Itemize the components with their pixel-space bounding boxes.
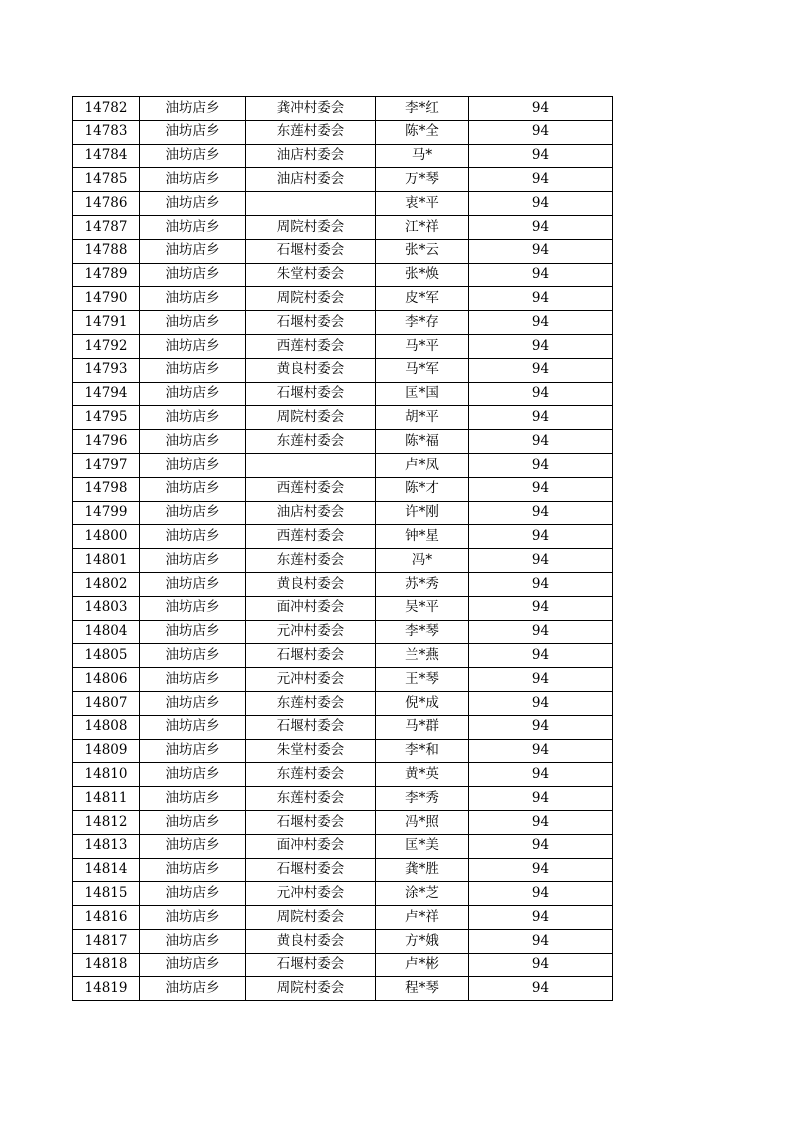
table-row (73, 549, 613, 573)
row-id-cell: 14811 (73, 787, 140, 811)
village-cell: 石堰村委会 (246, 311, 376, 335)
table-row (73, 239, 613, 263)
score-cell: 94 (469, 406, 613, 430)
table-row (73, 929, 613, 953)
village-cell: 朱堂村委会 (246, 739, 376, 763)
village-cell: 东莲村委会 (246, 430, 376, 454)
town-cell: 油坊店乡 (140, 596, 246, 620)
row-id-cell: 14794 (73, 382, 140, 406)
table-row (73, 406, 613, 430)
town-cell: 油坊店乡 (140, 834, 246, 858)
score-cell: 94 (469, 215, 613, 239)
town-cell: 油坊店乡 (140, 358, 246, 382)
score-cell: 94 (469, 358, 613, 382)
row-id-cell: 14788 (73, 239, 140, 263)
name-cell: 陈*福 (376, 430, 469, 454)
table-row (73, 287, 613, 311)
table-row (73, 596, 613, 620)
row-id-cell: 14815 (73, 882, 140, 906)
village-cell: 周院村委会 (246, 215, 376, 239)
village-cell: 西莲村委会 (246, 334, 376, 358)
name-cell: 钟*星 (376, 525, 469, 549)
score-cell: 94 (469, 644, 613, 668)
table-row (73, 953, 613, 977)
name-cell: 龚*胜 (376, 858, 469, 882)
town-cell: 油坊店乡 (140, 810, 246, 834)
name-cell: 胡*平 (376, 406, 469, 430)
village-cell: 周院村委会 (246, 287, 376, 311)
village-cell: 周院村委会 (246, 406, 376, 430)
town-cell: 油坊店乡 (140, 287, 246, 311)
village-cell: 龚冲村委会 (246, 97, 376, 121)
table-row (73, 525, 613, 549)
village-cell: 东莲村委会 (246, 120, 376, 144)
score-cell: 94 (469, 192, 613, 216)
score-cell: 94 (469, 787, 613, 811)
score-cell: 94 (469, 715, 613, 739)
name-cell: 倪*成 (376, 691, 469, 715)
table-row (73, 882, 613, 906)
town-cell: 油坊店乡 (140, 453, 246, 477)
village-cell: 东莲村委会 (246, 691, 376, 715)
village-cell: 黄良村委会 (246, 358, 376, 382)
row-id-cell: 14805 (73, 644, 140, 668)
score-cell: 94 (469, 596, 613, 620)
score-cell: 94 (469, 929, 613, 953)
village-cell: 石堰村委会 (246, 715, 376, 739)
row-id-cell: 14793 (73, 358, 140, 382)
score-cell: 94 (469, 977, 613, 1001)
village-cell (246, 192, 376, 216)
table-row (73, 430, 613, 454)
town-cell: 油坊店乡 (140, 406, 246, 430)
town-cell: 油坊店乡 (140, 715, 246, 739)
village-cell: 元冲村委会 (246, 620, 376, 644)
table-row (73, 144, 613, 168)
name-cell: 皮*军 (376, 287, 469, 311)
town-cell: 油坊店乡 (140, 168, 246, 192)
name-cell: 李*秀 (376, 787, 469, 811)
town-cell: 油坊店乡 (140, 953, 246, 977)
village-cell: 东莲村委会 (246, 549, 376, 573)
name-cell: 李*存 (376, 311, 469, 335)
town-cell: 油坊店乡 (140, 430, 246, 454)
village-cell: 黄良村委会 (246, 572, 376, 596)
data-table (72, 96, 613, 1001)
village-cell: 东莲村委会 (246, 787, 376, 811)
score-cell: 94 (469, 810, 613, 834)
town-cell: 油坊店乡 (140, 144, 246, 168)
score-cell: 94 (469, 453, 613, 477)
score-cell: 94 (469, 668, 613, 692)
score-cell: 94 (469, 953, 613, 977)
table-row (73, 763, 613, 787)
row-id-cell: 14790 (73, 287, 140, 311)
row-id-cell: 14796 (73, 430, 140, 454)
name-cell: 马*平 (376, 334, 469, 358)
table-row (73, 358, 613, 382)
village-cell: 石堰村委会 (246, 953, 376, 977)
village-cell: 周院村委会 (246, 977, 376, 1001)
name-cell: 兰*燕 (376, 644, 469, 668)
table-row (73, 215, 613, 239)
score-cell: 94 (469, 382, 613, 406)
row-id-cell: 14802 (73, 572, 140, 596)
score-cell: 94 (469, 572, 613, 596)
row-id-cell: 14808 (73, 715, 140, 739)
town-cell: 油坊店乡 (140, 668, 246, 692)
town-cell: 油坊店乡 (140, 549, 246, 573)
name-cell: 马* (376, 144, 469, 168)
town-cell: 油坊店乡 (140, 787, 246, 811)
name-cell: 张*焕 (376, 263, 469, 287)
village-cell: 周院村委会 (246, 906, 376, 930)
score-cell: 94 (469, 691, 613, 715)
name-cell: 陈*全 (376, 120, 469, 144)
village-cell: 西莲村委会 (246, 525, 376, 549)
village-cell: 面冲村委会 (246, 834, 376, 858)
score-cell: 94 (469, 525, 613, 549)
table-row (73, 810, 613, 834)
score-cell: 94 (469, 858, 613, 882)
table-row (73, 739, 613, 763)
table-row (73, 501, 613, 525)
town-cell: 油坊店乡 (140, 477, 246, 501)
name-cell: 李*琴 (376, 620, 469, 644)
row-id-cell: 14785 (73, 168, 140, 192)
town-cell: 油坊店乡 (140, 620, 246, 644)
table-row (73, 668, 613, 692)
table-row (73, 620, 613, 644)
row-id-cell: 14792 (73, 334, 140, 358)
row-id-cell: 14803 (73, 596, 140, 620)
village-cell: 油店村委会 (246, 144, 376, 168)
town-cell: 油坊店乡 (140, 501, 246, 525)
name-cell: 卢*彬 (376, 953, 469, 977)
row-id-cell: 14819 (73, 977, 140, 1001)
name-cell: 衷*平 (376, 192, 469, 216)
name-cell: 许*刚 (376, 501, 469, 525)
town-cell: 油坊店乡 (140, 525, 246, 549)
row-id-cell: 14787 (73, 215, 140, 239)
score-cell: 94 (469, 120, 613, 144)
town-cell: 油坊店乡 (140, 739, 246, 763)
table-row (73, 477, 613, 501)
village-cell: 面冲村委会 (246, 596, 376, 620)
village-cell: 石堰村委会 (246, 644, 376, 668)
score-cell: 94 (469, 739, 613, 763)
row-id-cell: 14791 (73, 311, 140, 335)
town-cell: 油坊店乡 (140, 929, 246, 953)
row-id-cell: 14804 (73, 620, 140, 644)
table-row (73, 120, 613, 144)
town-cell: 油坊店乡 (140, 977, 246, 1001)
name-cell: 黄*英 (376, 763, 469, 787)
name-cell: 涂*芝 (376, 882, 469, 906)
row-id-cell: 14818 (73, 953, 140, 977)
table-row (73, 168, 613, 192)
name-cell: 张*云 (376, 239, 469, 263)
name-cell: 匡*国 (376, 382, 469, 406)
name-cell: 李*和 (376, 739, 469, 763)
village-cell: 元冲村委会 (246, 882, 376, 906)
row-id-cell: 14786 (73, 192, 140, 216)
table-row (73, 834, 613, 858)
village-cell: 黄良村委会 (246, 929, 376, 953)
table-row (73, 453, 613, 477)
score-cell: 94 (469, 311, 613, 335)
town-cell: 油坊店乡 (140, 263, 246, 287)
score-cell: 94 (469, 763, 613, 787)
town-cell: 油坊店乡 (140, 906, 246, 930)
table-row (73, 334, 613, 358)
village-cell: 东莲村委会 (246, 763, 376, 787)
name-cell: 方*娥 (376, 929, 469, 953)
name-cell: 马*军 (376, 358, 469, 382)
score-cell: 94 (469, 334, 613, 358)
table-row (73, 263, 613, 287)
village-cell: 西莲村委会 (246, 477, 376, 501)
score-cell: 94 (469, 882, 613, 906)
name-cell: 苏*秀 (376, 572, 469, 596)
village-cell: 石堰村委会 (246, 382, 376, 406)
row-id-cell: 14816 (73, 906, 140, 930)
row-id-cell: 14813 (73, 834, 140, 858)
town-cell: 油坊店乡 (140, 572, 246, 596)
town-cell: 油坊店乡 (140, 763, 246, 787)
row-id-cell: 14817 (73, 929, 140, 953)
table-row (73, 906, 613, 930)
score-cell: 94 (469, 263, 613, 287)
name-cell: 程*琴 (376, 977, 469, 1001)
name-cell: 马*群 (376, 715, 469, 739)
table-row (73, 572, 613, 596)
row-id-cell: 14809 (73, 739, 140, 763)
town-cell: 油坊店乡 (140, 239, 246, 263)
name-cell: 王*琴 (376, 668, 469, 692)
name-cell: 卢*凤 (376, 453, 469, 477)
village-cell: 朱堂村委会 (246, 263, 376, 287)
town-cell: 油坊店乡 (140, 334, 246, 358)
table-row (73, 97, 613, 121)
name-cell: 李*红 (376, 97, 469, 121)
village-cell: 元冲村委会 (246, 668, 376, 692)
row-id-cell: 14795 (73, 406, 140, 430)
row-id-cell: 14798 (73, 477, 140, 501)
row-id-cell: 14797 (73, 453, 140, 477)
table-row (73, 787, 613, 811)
row-id-cell: 14784 (73, 144, 140, 168)
name-cell: 卢*祥 (376, 906, 469, 930)
table-row (73, 715, 613, 739)
row-id-cell: 14783 (73, 120, 140, 144)
town-cell: 油坊店乡 (140, 691, 246, 715)
score-cell: 94 (469, 501, 613, 525)
town-cell: 油坊店乡 (140, 382, 246, 406)
name-cell: 吴*平 (376, 596, 469, 620)
name-cell: 冯*照 (376, 810, 469, 834)
row-id-cell: 14810 (73, 763, 140, 787)
score-cell: 94 (469, 239, 613, 263)
row-id-cell: 14800 (73, 525, 140, 549)
village-cell: 石堰村委会 (246, 239, 376, 263)
score-cell: 94 (469, 549, 613, 573)
row-id-cell: 14801 (73, 549, 140, 573)
score-cell: 94 (469, 906, 613, 930)
row-id-cell: 14807 (73, 691, 140, 715)
name-cell: 冯* (376, 549, 469, 573)
score-cell: 94 (469, 477, 613, 501)
town-cell: 油坊店乡 (140, 215, 246, 239)
row-id-cell: 14799 (73, 501, 140, 525)
row-id-cell: 14806 (73, 668, 140, 692)
table-row (73, 691, 613, 715)
score-cell: 94 (469, 97, 613, 121)
town-cell: 油坊店乡 (140, 97, 246, 121)
village-cell: 油店村委会 (246, 168, 376, 192)
town-cell: 油坊店乡 (140, 858, 246, 882)
village-cell: 油店村委会 (246, 501, 376, 525)
score-cell: 94 (469, 287, 613, 311)
score-cell: 94 (469, 620, 613, 644)
village-cell (246, 453, 376, 477)
name-cell: 江*祥 (376, 215, 469, 239)
town-cell: 油坊店乡 (140, 120, 246, 144)
town-cell: 油坊店乡 (140, 311, 246, 335)
table-row (73, 311, 613, 335)
village-cell: 石堰村委会 (246, 858, 376, 882)
table-row (73, 644, 613, 668)
table-row (73, 382, 613, 406)
table-body (73, 97, 613, 1001)
village-cell: 石堰村委会 (246, 810, 376, 834)
name-cell: 万*琴 (376, 168, 469, 192)
score-cell: 94 (469, 144, 613, 168)
table-row (73, 858, 613, 882)
row-id-cell: 14814 (73, 858, 140, 882)
name-cell: 陈*才 (376, 477, 469, 501)
score-cell: 94 (469, 834, 613, 858)
town-cell: 油坊店乡 (140, 882, 246, 906)
score-cell: 94 (469, 430, 613, 454)
row-id-cell: 14789 (73, 263, 140, 287)
row-id-cell: 14812 (73, 810, 140, 834)
table-row (73, 977, 613, 1001)
table-row (73, 192, 613, 216)
score-cell: 94 (469, 168, 613, 192)
name-cell: 匡*美 (376, 834, 469, 858)
town-cell: 油坊店乡 (140, 192, 246, 216)
row-id-cell: 14782 (73, 97, 140, 121)
town-cell: 油坊店乡 (140, 644, 246, 668)
